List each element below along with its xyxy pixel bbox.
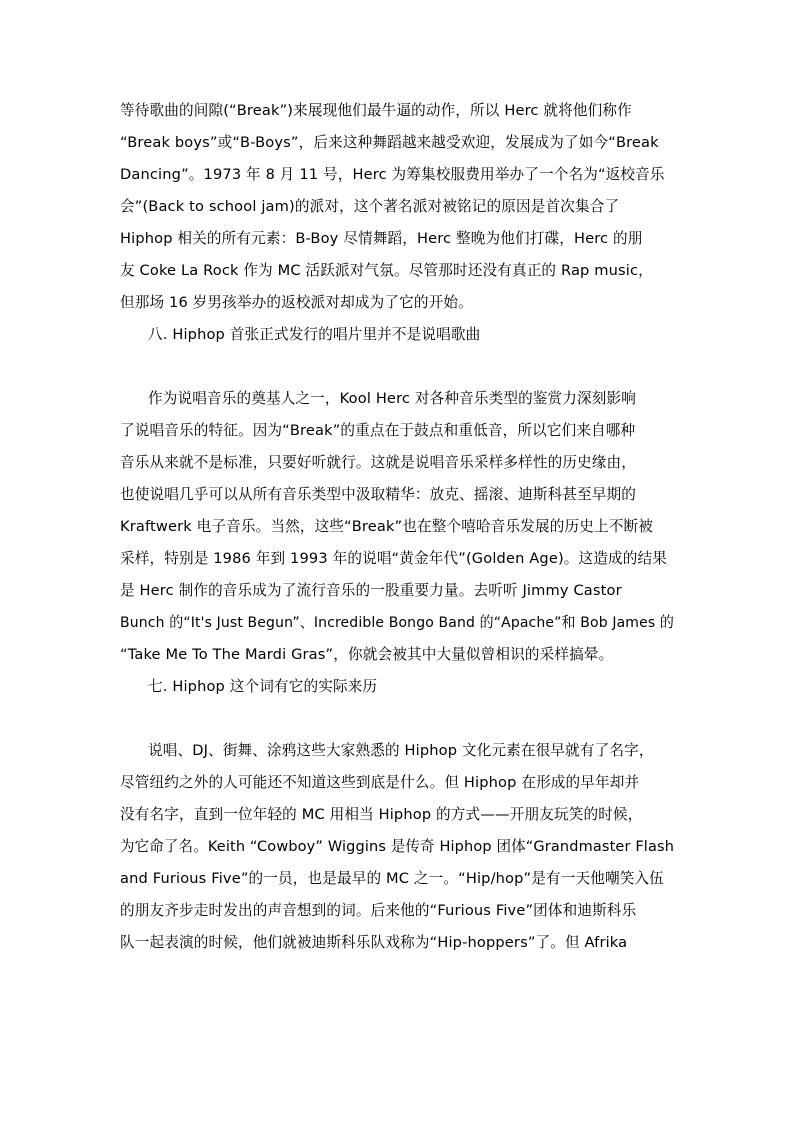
paragraph-line: 说唱、DJ、街舞、涂鸦这些大家熟悉的 Hiphop 文化元素在很早就有了名字， [148, 742, 654, 759]
paragraph-line: Bunch 的“It's Just Begun”、Incredible Bongo Band 的“Apache”和 Bob James 的 [120, 614, 674, 631]
paragraph-line: Dancing”。1973 年 8 月 11 号，Herc 为筹集校服费用举办了一个名为“返校音乐 [120, 166, 665, 183]
paragraph-line: 作为说唱音乐的奠基人之一，Kool Herc 对各种音乐类型的鉴赏力深刻影响 [148, 390, 637, 407]
paragraph-line: 友 Coke La Rock 作为 MC 活跃派对气氛。尽管那时还没有真正的 Rap music， [120, 262, 653, 279]
paragraph-line: 为它命了名。Keith “Cowboy” Wiggins 是传奇 Hiphop 团体“Grandmaster Flash [120, 838, 675, 855]
paragraph-line: 会”(Back to school jam)的派对，这个著名派对被铭记的原因是首次集合了 [120, 198, 620, 215]
paragraph-line: 队一起表演的时候，他们就被迪斯科乐队戏称为“Hip-hoppers”了。但 Afrika [120, 934, 628, 951]
paragraph-line: 的朋友齐步走时发出的声音想到的词。后来他的“Furious Five”团体和迪斯科乐 [120, 902, 637, 919]
paragraph-line: 尽管纽约之外的人可能还不知道这些到底是什么。但 Hiphop 在形成的早年却并 [120, 774, 640, 791]
paragraph-line: Kraftwerk 电子音乐。当然，这些“Break”也在整个嘻哈音乐发展的历史上不断被 [120, 518, 653, 535]
paragraph-line: 没有名字，直到一位年轻的 MC 用相当 Hiphop 的方式——开朋友玩笑的时候， [120, 806, 643, 823]
paragraph-line: 但那场 16 岁男孩举办的返校派对却成为了它的开始。 [120, 294, 473, 311]
paragraph-line: 了说唱音乐的特征。因为“Break”的重点在于鼓点和重低音，所以它们来自哪种 [120, 422, 636, 439]
paragraph-line: 音乐从来就不是标准，只要好听就行。这就是说唱音乐采样多样性的历史缘由， [120, 454, 637, 471]
paragraph-line: Hiphop 相关的所有元素：B-Boy 尽情舞蹈，Herc 整晚为他们打碟，Herc 的朋 [120, 230, 643, 247]
paragraph-line: “Take Me To The Mardi Gras”，你就会被其中大量似曾相识的采样搞晕。 [120, 646, 614, 663]
paragraph-line: 是 Herc 制作的音乐成为了流行音乐的一股重要力量。去听听 Jimmy Castor [120, 582, 622, 599]
paragraph-line: 也使说唱几乎可以从所有音乐类型中汲取精华：放克、摇滚、迪斯科甚至早期的 [120, 486, 637, 503]
paragraph-line: and Furious Five”的一员，也是最早的 MC 之一。“Hip/hop”是有一天他嘲笑入伍 [120, 870, 664, 887]
paragraph-line: 采样，特别是 1986 年到 1993 年的说唱“黄金年代”(Golden Age)。这造成的结果 [120, 550, 667, 567]
section-heading-7: 七. Hiphop 这个词有它的实际来历 [148, 678, 378, 695]
paragraph-line: “Break boys”或“B-Boys”，后来这种舞蹈越来越受欢迎，发展成为了如今“Break [120, 134, 659, 151]
paragraph-line: 等待歌曲的间隙(“Break”)来展现他们最牛逼的动作，所以 Herc 就将他们称作 [120, 102, 632, 119]
section-heading-8: 八. Hiphop 首张正式发行的唱片里并不是说唱歌曲 [148, 326, 481, 343]
